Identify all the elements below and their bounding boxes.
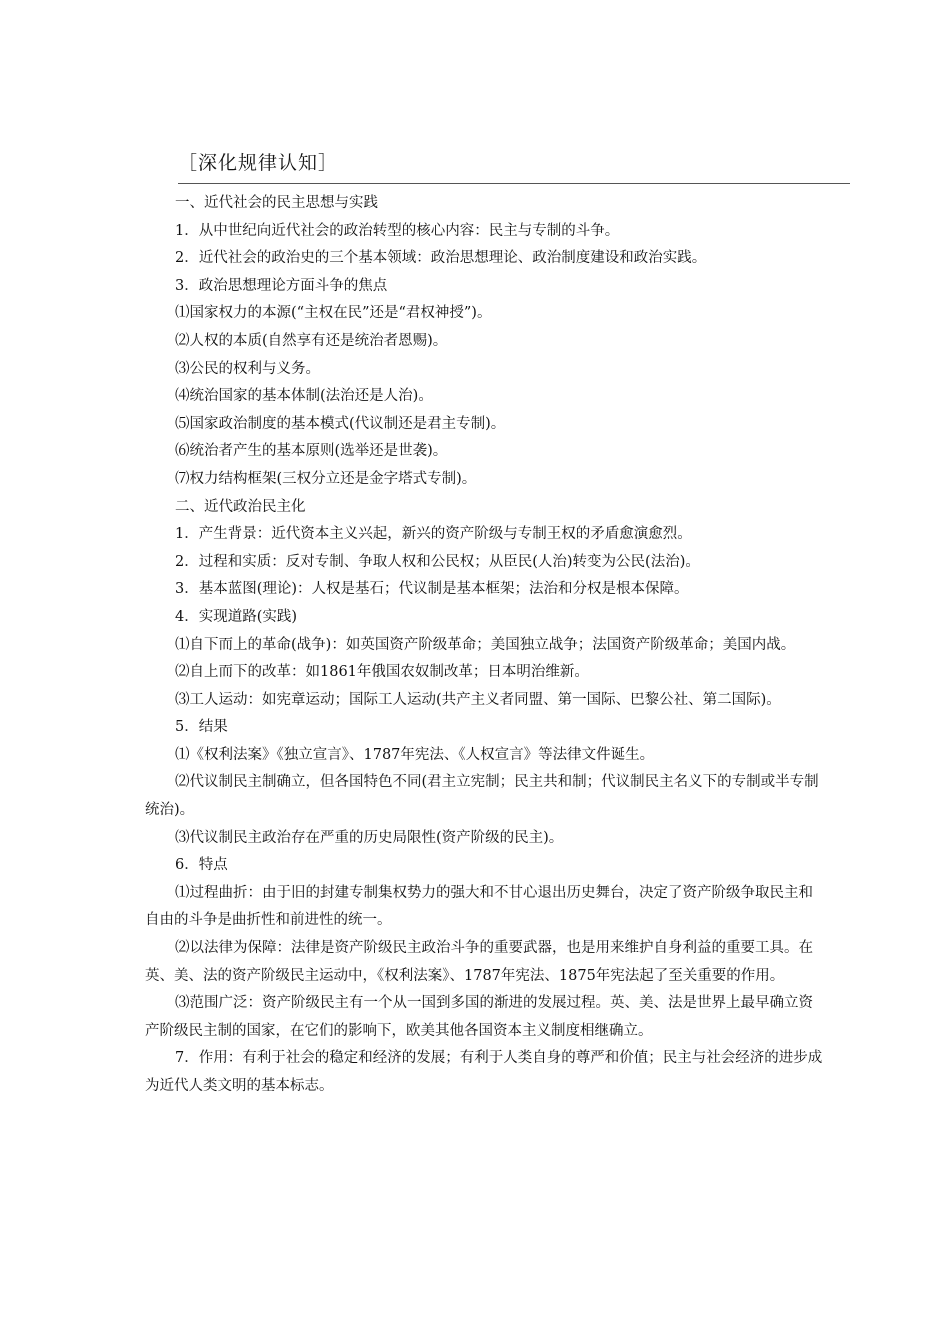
list-item: ⑶公民的权利与义务。 [175,360,320,377]
list-item: ⑺权力结构框架(三权分立还是金字塔式专制)。 [175,470,477,487]
paragraph: 2．近代社会的政治史的三个基本领域：政治思想理论、政治制度建设和政治实践。 [175,250,707,267]
section-heading [178,150,850,184]
list-item: ⑴自下而上的革命(战争)：如英国资产阶级革命；美国独立战争；法国资产阶级革命；美国内战。 [175,636,796,653]
list-item: ⑵自上而下的改革：如1861年俄国农奴制改革；日本明治维新。 [175,664,589,681]
paragraph: 4．实现道路(实践) [175,608,298,625]
section-title-1: 一、近代社会的民主思想与实践 [175,195,378,211]
list-item: ⑹统治者产生的基本原则(选举还是世袭)。 [175,443,448,460]
paragraph: 7．作用：有利于社会的稳定和经济的发展；有利于人类自身的尊严和价值；民主与社会经济的进步成为近代人类文明的基本标志。 [145,1050,823,1094]
paragraph: 2．过程和实质：反对专制、争取人权和公民权；从臣民(人治)转变为公民(法治)。 [175,553,700,570]
section-heading-text: ［深化规律认知］ [178,152,339,174]
paragraph: 1．从中世纪向近代社会的政治转型的核心内容：民主与专制的斗争。 [175,222,620,239]
list-item: ⑴国家权力的本源(“主权在民”还是“君权神授”)。 [175,305,492,322]
list-item: ⑶范围广泛：资产阶级民主有一个从一国到多国的渐进的发展过程。英、美、法是世界上最早确立资产阶级民主制的国家，在它们的影响下，欧美其他各国资本主义制度相继确立。 [145,995,813,1039]
list-item: ⑵以法律为保障：法律是资产阶级民主政治斗争的重要武器，也是用来维护自身利益的重要工具。在英、美、法的资产阶级民主运动中，《权利法案》、1787年宪法、1875年宪法起了至关重要的作用。 [145,940,813,984]
list-item: ⑵人权的本质(自然享有还是统治者恩赐)。 [175,332,448,349]
list-item: ⑷统治国家的基本体制(法治还是人治)。 [175,388,433,405]
paragraph: 3．基本蓝图(理论)：人权是基石；代议制是基本框架；法治和分权是根本保障。 [175,581,689,598]
list-item: ⑶代议制民主政治存在严重的历史局限性(资产阶级的民主)。 [175,829,564,846]
paragraph: 3．政治思想理论方面斗争的焦点 [175,277,388,294]
list-item: ⑴过程曲折：由于旧的封建专制集权势力的强大和不甘心退出历史舞台，决定了资产阶级争取民主和自由的斗争是曲折性和前进性的统一。 [145,884,813,929]
list-item: ⑵代议制民主制确立，但各国特色不同(君主立宪制；民主共和制；代议制民主名义下的专制或半专制统治)。 [145,774,819,819]
document-body [145,190,825,1101]
paragraph: 1．产生背景：近代资本主义兴起，新兴的资产阶级与专制王权的矛盾愈演愈烈。 [175,526,692,543]
list-item: ⑸国家政治制度的基本模式(代议制还是君主专制)。 [175,415,506,432]
list-item: ⑶工人运动：如宪章运动；国际工人运动(共产主义者同盟、第一国际、巴黎公社、第二国际)。 [175,691,781,708]
list-item: ⑴《权利法案》《独立宣言》、1787年宪法、《人权宣言》等法律文件诞生。 [175,746,655,763]
paragraph: 5．结果 [175,719,228,736]
paragraph: 6．特点 [175,857,228,874]
section-title-2: 二、近代政治民主化 [175,498,306,515]
